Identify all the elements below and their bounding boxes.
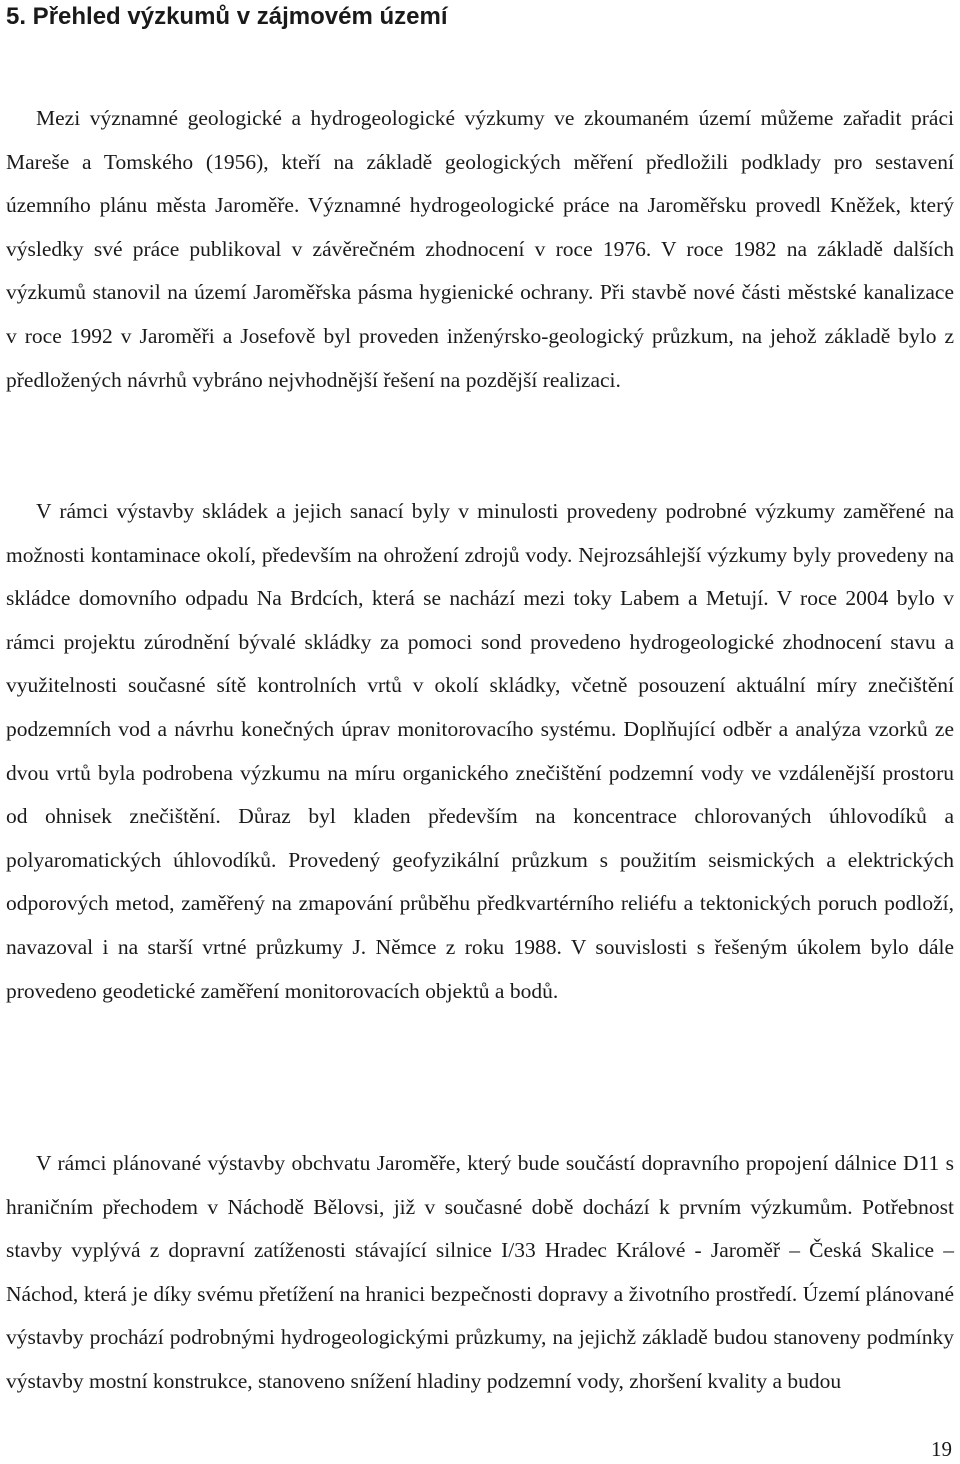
paragraph-bypass-construction: V rámci plánované výstavby obchvatu Jaroměře, který bude součástí dopravního propojení dálnice D11 s hraničním přechodem v Náchodě Bělovsi, již v současné době dochází k prvním výzkumům. Potřebnost stavby vyplývá z dopravní zatíženosti stávající silnice I/33 Hradec Králové - Jaroměř – Česká Skalice – Náchod, která je díky svému přetížení na hranici bezpečnosti dopravy a životního prostředí. Území plánované výstavby prochází podrobnými hydrogeologickými průzkumy, na jejichž základě budou stanoveny podmínky výstavby mostní konstrukce, stanoveno snížení hladiny podzemní vody, zhoršení kvality a budou — [6, 1151, 954, 1393]
paragraph-landfill-research: V rámci výstavby skládek a jejich sanací byly v minulosti provedeny podrobné výzkumy zaměřené na možnosti kontaminace okolí, především na ohrožení zdrojů vody. Nejrozsáhlejší výzkumy byly provedeny na skládce domovního odpadu Na Brdcích, která se nachází mezi toky Labem a Metují. V roce 2004 bylo v rámci projektu zúrodnění bývalé skládky za pomoci sond provedeno hydrogeologické zhodnocení stavu a využitelnosti současné sítě kontrolních vrtů v okolí skládky, včetně posouzení aktuální míry znečištění podzemních vod a návrhu konečných úprav monitorovacího systému. Doplňující odběr a analýza vzorků ze dvou vrtů byla podrobena výzkumu na míru organického znečištění podzemní vody ve vzdálenější prostoru od ohnisek znečištění. Důraz byl kladen především na koncentrace chlorovaných úhlovodíků a polyaromatických úhlovodíků. Provedený geofyzikální průzkum s použitím seismických a elektrických odporových metod, zaměřený na zmapování průběhu předkvartérního reliéfu a tektonických poruch podloží, navazoval i na starší vrtné průzkumy J. Němce z roku 1988. V souvislosti s řešeným úkolem bylo dále provedeno geodetické zaměření monitorovacích objektů a bodů. — [6, 499, 954, 1003]
section-heading: 5. Přehled výzkumů v zájmovém území — [6, 3, 448, 30]
page-number: 19 — [931, 1437, 952, 1461]
paragraph-research-overview: Mezi významné geologické a hydrogeologické výzkumy ve zkoumaném území můžeme zařadit práci Mareše a Tomského (1956), kteří na základě geologických měření předložili podklady pro sestavení územního plánu města Jaroměře. Významné hydrogeologické práce na Jaroměřsku provedl Kněžek, který výsledky své práce publikoval v závěrečném zhodnocení v roce 1976. V roce 1982 na základě dalších výzkumů stanovil na území Jaroměřska pásma hygienické ochrany. Při stavbě nové části městské kanalizace v roce 1992 v Jaroměři a Josefově byl proveden inženýrsko-geologický průzkum, na jehož základě bylo z předložených návrhů vybráno nejvhodnější řešení na pozdější realizaci. — [6, 106, 954, 392]
